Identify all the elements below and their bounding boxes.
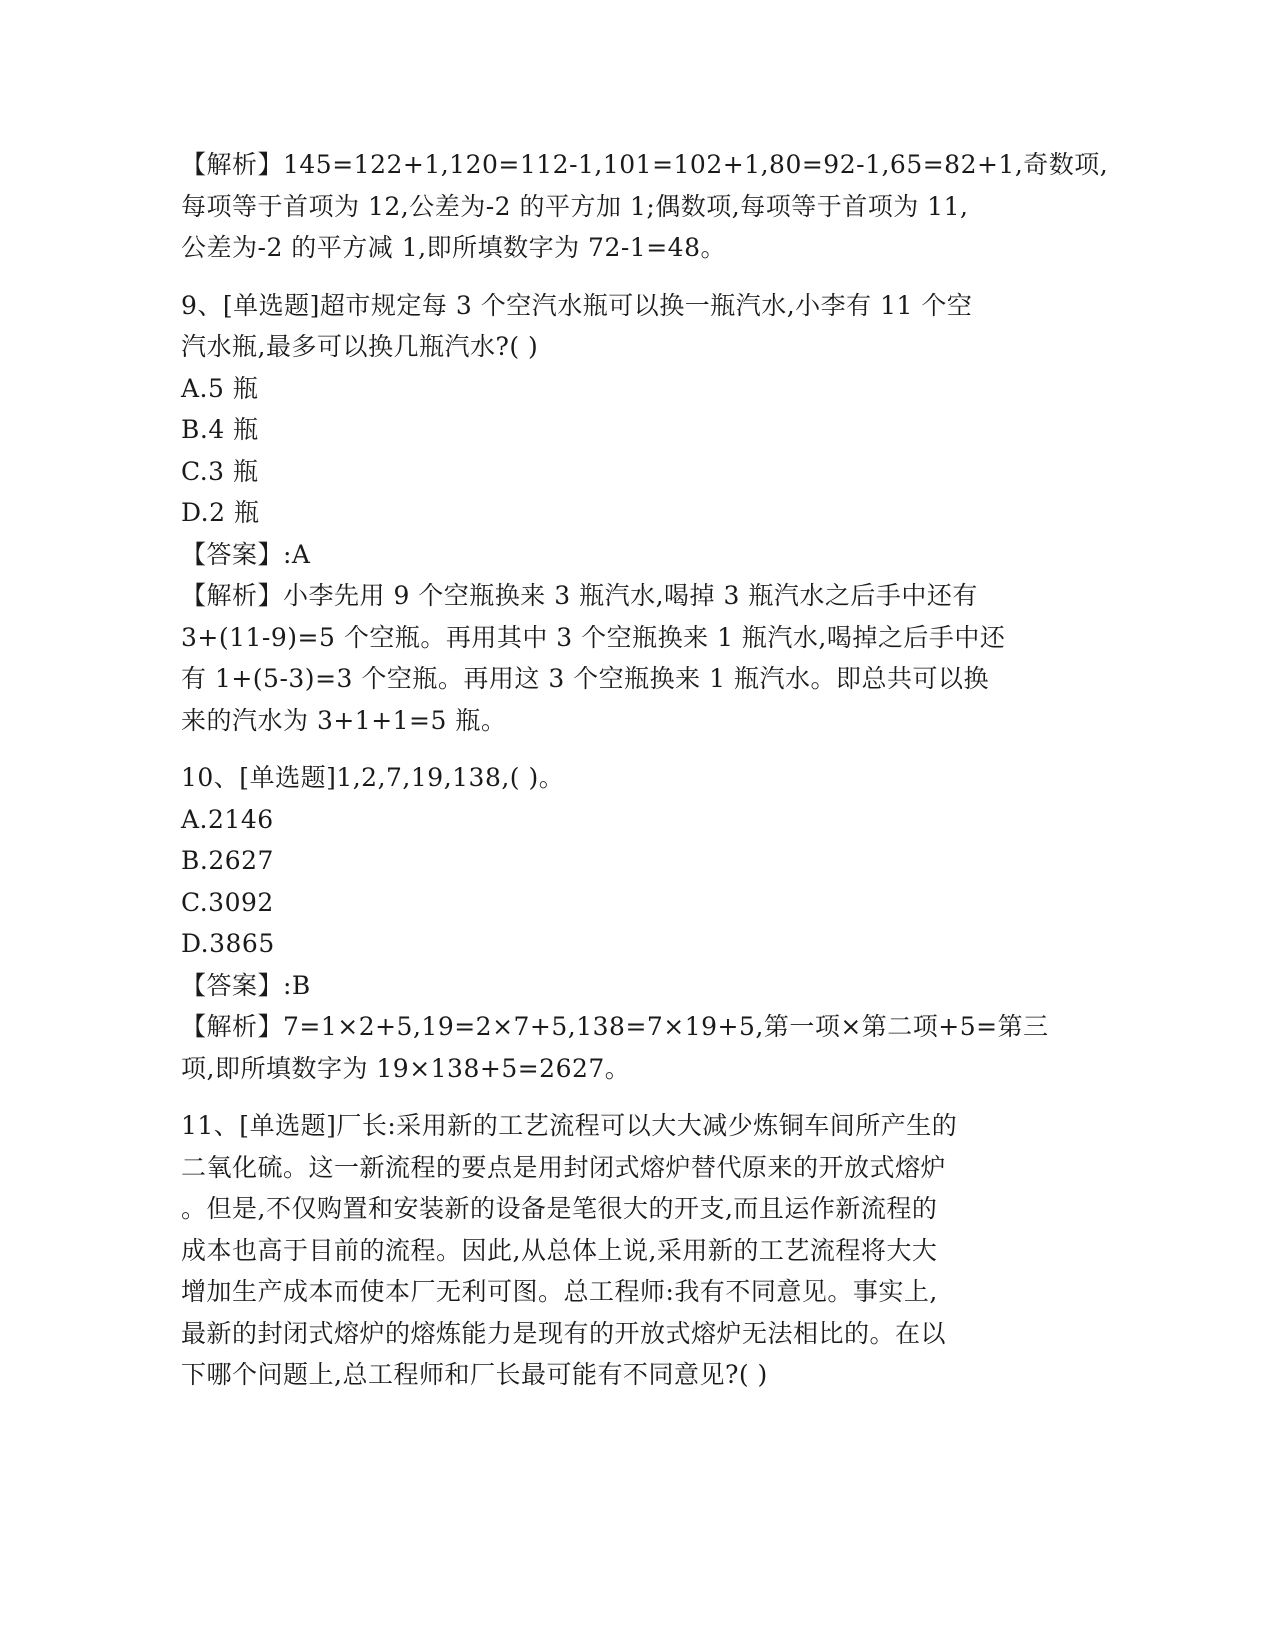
question-stem-line: 。但是,不仅购置和安装新的设备是笔很大的开支,而且运作新流程的 (181, 1194, 938, 1223)
analysis-line: 每项等于首项为 12,公差为-2 的平方加 1;偶数项,每项等于首项为 11, (181, 191, 969, 221)
analysis-line: 【解析】7=1×2+5,19=2×7+5,138=7×19+5,第一项×第二项+5=第三 (181, 1012, 1049, 1041)
answer-line: 【答案】:A (181, 539, 311, 569)
option-a: A.5 瓶 (181, 373, 259, 403)
answer-line: 【答案】:B (181, 970, 311, 1000)
option-b: B.2627 (181, 846, 274, 875)
question-stem-line: 增加生产成本而使本厂无利可图。总工程师:我有不同意见。事实上, (181, 1277, 938, 1306)
analysis-line: 来的汽水为 3+1+1=5 瓶。 (181, 705, 507, 735)
analysis-line: 【解析】145=122+1,120=112-1,101=102+1,80=92-1,65=82+1,奇数项, (181, 150, 1109, 179)
question-stem-line: 10、[单选题]1,2,7,19,138,( )。 (181, 763, 565, 792)
analysis-block-q8 (181, 144, 1109, 269)
option-d: D.2 瓶 (181, 498, 260, 527)
question-11 (181, 1105, 1061, 1396)
analysis-line: 3+(11-9)=5 个空瓶。再用其中 3 个空瓶换来 1 瓶汽水,喝掉之后手中还 (181, 622, 1006, 652)
analysis-line: 【解析】小李先用 9 个空瓶换来 3 瓶汽水,喝掉 3 瓶汽水之后手中还有 (181, 581, 978, 610)
question-stem-line: 成本也高于目前的流程。因此,从总体上说,采用新的工艺流程将大大 (181, 1235, 938, 1265)
question-stem-line: 最新的封闭式熔炉的熔炼能力是现有的开放式熔炉无法相比的。在以 (181, 1318, 947, 1348)
analysis-line: 有 1+(5-3)=3 个空瓶。再用这 3 个空瓶换来 1 瓶汽水。即总共可以换 (181, 664, 989, 693)
question-stem-line: 汽水瓶,最多可以换几瓶汽水?( ) (181, 332, 539, 361)
document-page (181, 144, 1109, 1396)
option-c: C.3092 (181, 887, 274, 917)
option-c: C.3 瓶 (181, 456, 259, 486)
question-stem-line: 11、[单选题]厂长:采用新的工艺流程可以大大减少炼铜车间所产生的 (181, 1111, 958, 1140)
option-d: D.3865 (181, 929, 275, 958)
question-stem-line: 二氧化硫。这一新流程的要点是用封闭式熔炉替代原来的开放式熔炉 (181, 1152, 947, 1182)
question-9 (181, 285, 1061, 742)
option-a: A.2146 (181, 804, 274, 834)
analysis-line: 项,即所填数字为 19×138+5=2627。 (181, 1053, 631, 1083)
question-stem-line: 9、[单选题]超市规定每 3 个空汽水瓶可以换一瓶汽水,小李有 11 个空 (181, 290, 973, 320)
question-10 (181, 757, 1061, 1089)
option-b: B.4 瓶 (181, 415, 259, 444)
analysis-line: 公差为-2 的平方减 1,即所填数字为 72-1=48。 (181, 233, 726, 262)
question-stem-line: 下哪个问题上,总工程师和厂长最可能有不同意见?( ) (181, 1360, 768, 1389)
